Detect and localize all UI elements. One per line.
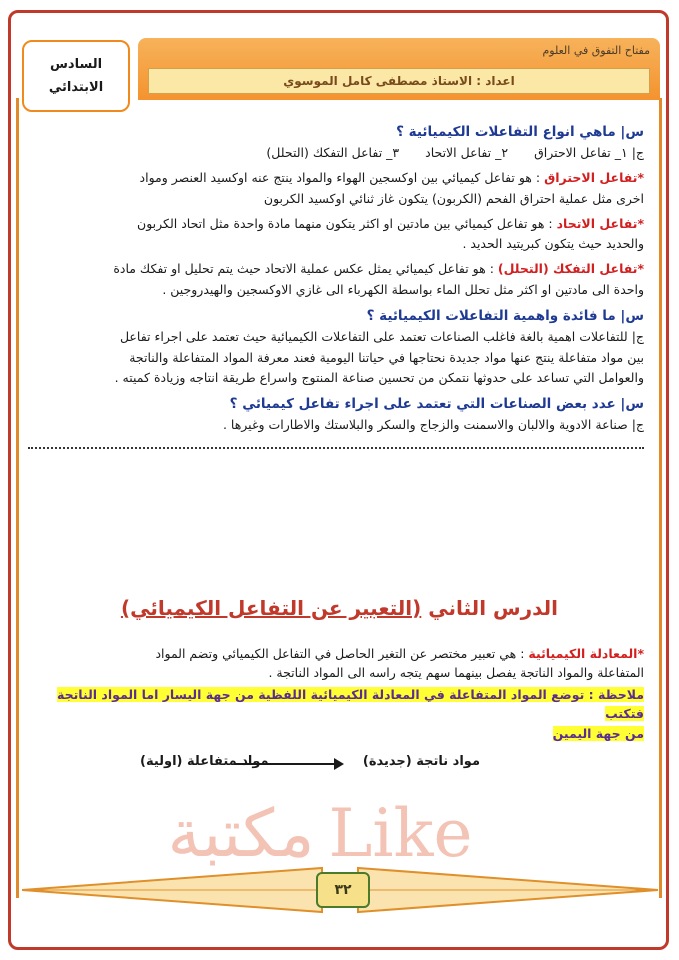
- answer-1-option-2: ٢_ تفاعل الاتحاد: [425, 145, 509, 161]
- equation-text-2: المتفاعلة والمواد الناتجة يفصل بينهما سهم يتجه راسه الى المواد الناتجة .: [268, 665, 644, 681]
- note-line-2: من جهة اليمين: [552, 725, 644, 741]
- decomposition-text: : هو تفاعل كيميائي يمثل عكس عملية الاتحاد حيث يتم تحليل او تفكك مادة: [113, 261, 494, 276]
- grade-line-1: السادس: [49, 57, 103, 72]
- combustion-text-2: اخرى مثل عملية احتراق الفحم (الكربون) يتكون غاز ثنائي اوكسيد الكربون: [263, 190, 644, 206]
- lesson-title-prefix: الدرس الثاني: [428, 596, 559, 620]
- content: [28, 122, 644, 449]
- reactants-label: مواد متفاعلة (اولية): [140, 754, 269, 769]
- answer-1-options: [28, 144, 644, 163]
- note: [28, 685, 644, 743]
- series-title: مفتاح التفوق في العلوم: [542, 44, 650, 57]
- watermark-latin: Like: [328, 794, 473, 872]
- answer-1-option-3: ٣_ تفاعل التفكك (التحلل): [266, 145, 400, 161]
- decomposition-term: *تفاعل التفكك (التحلل): [497, 261, 644, 276]
- products-label: مواد ناتجة (جديدة): [362, 754, 480, 769]
- author-bar: [148, 68, 650, 94]
- watermark-arabic: مكتبة: [167, 794, 315, 872]
- equation-text: : هي تعبير مختصر عن التغير الحاصل في التفاعل الكيميائي وتضم المواد: [155, 646, 525, 661]
- decomposition-definition: [28, 260, 644, 279]
- page-number: ٣٢: [316, 872, 370, 908]
- header-band: [138, 38, 660, 100]
- answer-1-option-1: ج| ١_ تفاعل الاحتراق: [534, 145, 644, 161]
- section-divider: [28, 447, 644, 449]
- lesson-title-main: (التعبير عن التفاعل الكيميائي): [120, 596, 422, 620]
- author-name: اعداد : الاستاذ مصطفى كامل الموسوي: [283, 74, 515, 88]
- answer-2-line-1: ج| للتفاعلات اهمية بالغة فاغلب الصناعات تعتمد على التفاعلات الكيميائية حيث تعتمد على اجراء تفاعل: [119, 328, 644, 344]
- union-definition: [28, 215, 644, 234]
- answer-3: ج| صناعة الادوية والالبان والاسمنت والزجاج والسكر والبلاستك والاطارات وغيرها .: [222, 417, 644, 433]
- question-3: س| عدد بعض الصناعات التي تعتمد على اجراء تفاعل كيميائي ؟: [229, 396, 644, 412]
- combustion-text: : هو تفاعل كيميائي بين اوكسجين الهواء والمواد ينتج عنه اوكسيد العنصر ومواد: [139, 170, 541, 185]
- union-term: *تفاعل الاتحاد: [556, 215, 644, 231]
- equation-definition: [28, 644, 644, 663]
- decomposition-text-2: واحدة الى مادتين او اكثر مثل تحلل الماء بواسطة الكهرباء الى غازي الاوكسجين والهيدروجين .: [162, 281, 644, 297]
- equation-term: *المعادلة الكيميائية: [528, 646, 644, 661]
- note-line-1: ملاحظة : توضع المواد المتفاعلة في المعادلة الكيميائية اللفظية من جهة اليسار اما المواد الناتجة فتكتب: [57, 686, 644, 722]
- answer-2-line-3: والعوامل التي تساعد على حدوثها نتمكن من تحسين صناعة المنتوج واسراع طريقة انتاجه وزيادة كميته .: [114, 370, 644, 386]
- grade-line-2: الابتدائي: [48, 80, 104, 95]
- union-text: : هو تفاعل كيميائي بين مادتين او اكثر يتكون منهما مادة واحدة مثل اتحاد الكربون: [137, 215, 553, 231]
- equation-block: [28, 644, 644, 743]
- lesson-title: [0, 596, 679, 620]
- word-equation: [140, 754, 480, 778]
- question-1: س| ماهي انواع التفاعلات الكيميائية ؟: [396, 124, 644, 140]
- footer: [22, 862, 658, 918]
- combustion-definition: [28, 169, 644, 188]
- answer-2-line-2: بين مواد متفاعلة ينتج عنها مواد جديدة نحتاجها في حياتنا اليومية فعند معرفة المواد المتفاعلة والناتجة: [129, 349, 644, 365]
- union-text-2: والحديد حيث يتكون كبريتيد الحديد .: [462, 236, 644, 252]
- question-2: س| ما فائدة واهمية التفاعلات الكيميائية ؟: [366, 307, 644, 324]
- grade-box: [22, 40, 130, 112]
- combustion-term: *تفاعل الاحتراق: [544, 170, 644, 185]
